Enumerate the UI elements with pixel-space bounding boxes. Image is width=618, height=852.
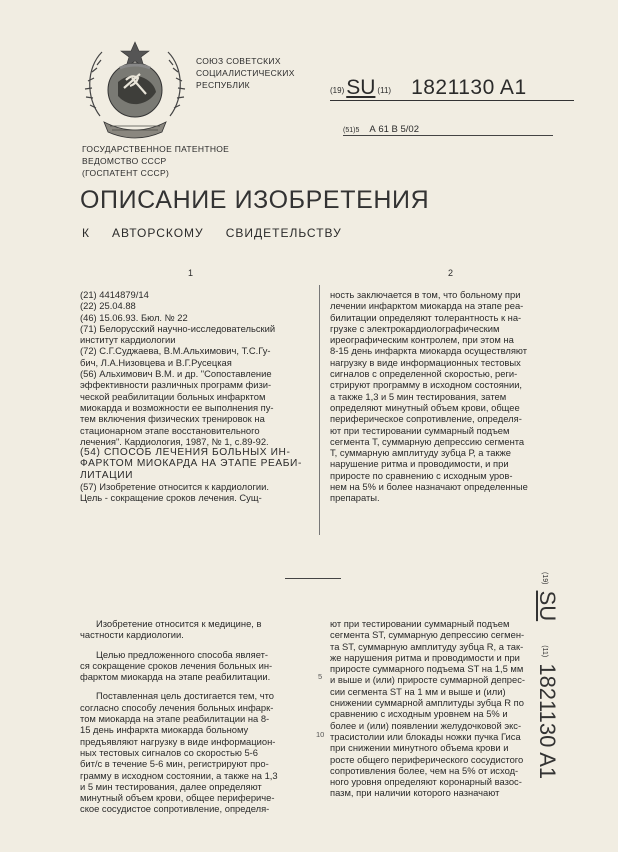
abstract-line: препараты. <box>330 492 380 504</box>
abstract-line: Т, суммарную амплитуду зубца Р, а также <box>330 447 512 459</box>
abstract-line: Цель - сокращение сроков лечения. Сущ- <box>80 492 262 504</box>
bibliographic-data <box>80 289 312 504</box>
abstract-line: сигналов с определенной скоростью, реги- <box>330 368 518 380</box>
invention-title-line: ЛИТАЦИИ <box>80 469 134 481</box>
abstract-line: ют при тестировании суммарный подъем <box>330 424 510 436</box>
body-line: 15 день инфаркта миокарда больному <box>80 724 249 736</box>
description-left-column <box>80 618 312 815</box>
body-line: бит/с в течение 5-6 мин, регистрируют про- <box>80 758 269 770</box>
abstract-line: стрируют программу в исходном состоянии, <box>330 379 523 391</box>
biblio-line: (71) Белорусский научно-исследовательский <box>80 322 276 334</box>
body-line: ся сокращение сроков лечения больных ин- <box>80 659 273 671</box>
patent-number-value: 1821130 A1 <box>411 76 527 99</box>
body-line: же нарушения ритма и проводимости и при <box>330 651 520 663</box>
country-name <box>196 55 295 91</box>
section-separator <box>285 578 341 579</box>
patent-office <box>82 143 229 179</box>
body-line: том миокарда на этапе реабилитации на 8- <box>80 713 270 725</box>
org-line: СОЮЗ СОВЕТСКИХ <box>196 56 281 66</box>
side-patent-stamp <box>526 572 560 852</box>
abstract-line: (57) Изобретение относится к кардиологии. <box>80 481 269 493</box>
subtitle-word: АВТОРСКОМУ <box>112 226 204 240</box>
office-line: (ГОСПАТЕНТ СССР) <box>82 168 170 178</box>
biblio-line: бич, Л.А.Низовцева и В.Г.Русецкая <box>80 356 232 368</box>
patent-number <box>330 76 574 101</box>
invention-title-line: ФАРКТОМ МИОКАРДА НА ЭТАПЕ РЕАБИ- <box>80 458 302 470</box>
ipc-classification <box>343 124 553 136</box>
body-line: снижении суммарной амплитуды зубца R по <box>330 697 524 709</box>
biblio-line: эффективности различных программ физи- <box>80 379 272 391</box>
biblio-line: лечения". Кардиология, 1987, № 1, с.89-92. <box>80 435 269 447</box>
body-line: сравнению с исходным уровнем на 5% и <box>330 708 508 720</box>
column-number-2: 2 <box>448 268 454 278</box>
biblio-line: институт кардиологии <box>80 334 176 346</box>
abstract-line: нарушение ритма и проводимости, и при <box>330 458 509 470</box>
line-number-5: 5 <box>318 672 323 681</box>
body-line: и 5 мин тестирования, далее определяют <box>80 780 262 792</box>
biblio-line: (46) 15.06.93. Бюл. № 22 <box>80 311 188 323</box>
code-11: (11) <box>541 645 548 658</box>
body-line: при снижении минутного объема крови и <box>330 742 509 754</box>
ipc-code: (51)5 <box>343 127 360 134</box>
org-line: СОЦИАЛИСТИЧЕСКИХ <box>196 68 295 78</box>
biblio-line: (21) 4414879/14 <box>80 289 149 300</box>
office-line: ВЕДОМСТВО СССР <box>82 156 167 166</box>
line-number-10: 10 <box>316 730 325 739</box>
body-line: трасистолии или блокады ножки пучка Гиса <box>330 730 521 742</box>
abstract-line: а также 1,3 и 5 мин тестирования, затем <box>330 390 507 402</box>
body-line: ного уровня определяют коронарный вазос- <box>330 776 522 788</box>
paragraph-gap <box>80 682 312 690</box>
biblio-line: (56) Альхимович В.М. и др. "Сопоставление <box>80 368 272 380</box>
body-line: и выше и (или) приросте суммарной депрес- <box>330 674 526 686</box>
ussr-emblem-icon <box>80 38 190 146</box>
abstract-line: иреографическим контролем, при этом на <box>330 334 514 346</box>
body-line: Целью предложенного способа являет- <box>96 648 269 660</box>
body-line: пазм, при наличии которого назначают <box>330 787 500 799</box>
abstract-line: сегмента Т, суммарную депрессию сегмента <box>330 435 525 447</box>
body-line: Поставленная цель достигается тем, что <box>96 690 274 702</box>
code-19: (19) <box>541 572 548 585</box>
column-number-1: 1 <box>188 268 194 278</box>
body-line: та ST, суммарную амплитуду зубца R, а так- <box>330 640 524 652</box>
subtitle-word: К <box>82 226 90 240</box>
body-line: фарктом миокарда на этапе реабилитации. <box>80 671 271 683</box>
org-line: РЕСПУБЛИК <box>196 80 250 90</box>
abstract-line: нем на 5% и более назначают определенные <box>330 481 528 493</box>
body-line: Изобретение относится к медицине, в <box>96 618 262 629</box>
abstract-line: лечении инфарктом миокарда на этапе реа- <box>330 300 524 312</box>
abstract-line: билитации определяют толерантность к на- <box>330 311 522 323</box>
abstract-line: определяют минутный объем крови, общее <box>330 401 520 413</box>
body-line: минутный объем крови, общее перифериче- <box>80 792 275 804</box>
body-line: частности кардиологии. <box>80 629 184 641</box>
body-line: приросте суммарного подъема ST на 1,5 мм <box>330 663 524 675</box>
subtitle-word: СВИДЕТЕЛЬСТВУ <box>225 226 342 240</box>
abstract-line: нагрузку в виде информационных тестовых <box>330 356 521 368</box>
abstract-line: грузке с электрокардиологрaфическим <box>330 322 500 334</box>
country-code: SU <box>346 76 376 99</box>
biblio-line: стационарном этапе восстановительного <box>80 424 260 436</box>
abstract-line: ность заключается в том, что больному при <box>330 289 521 300</box>
patent-number-value: 1821130 A1 <box>535 663 560 780</box>
ipc-value: А 61 В 5/02 <box>369 124 419 135</box>
column-divider <box>319 285 320 535</box>
office-line: ГОСУДАРСТВЕННОЕ ПАТЕНТНОЕ <box>82 144 230 154</box>
paragraph-gap <box>80 641 312 649</box>
body-line: сии сегмента ST на 1 мм и выше и (или) <box>330 685 506 697</box>
body-line: сопротивления более, чем на 5% от исход- <box>330 764 519 776</box>
code-11: (11) <box>377 86 392 95</box>
body-line: более и (или) появлении желудочковой экс- <box>330 719 522 731</box>
code-19: (19) <box>330 86 345 95</box>
biblio-line: (22) 25.04.88 <box>80 300 136 312</box>
abstract-line: 8-15 день инфаркта миокарда осуществляют <box>330 345 528 357</box>
body-line: ское сосудистое сопротивление, определя- <box>80 803 270 815</box>
body-line: грамму в исходном состоянии, а также на 1,3 <box>80 769 278 781</box>
biblio-line: (72) С.Г.Суджаева, В.М.Альхимович, Т.С.Гу- <box>80 345 271 357</box>
body-line: предъявляют нагрузку в виде информацион- <box>80 735 276 747</box>
document-subtitle <box>82 226 364 240</box>
body-line: ют при тестировании суммарный подъем <box>330 618 510 629</box>
body-line: росте общего периферического сосудистого <box>330 753 524 765</box>
abstract-continuation <box>330 289 572 504</box>
invention-title-line: (54) СПОСОБ ЛЕЧЕНИЯ БОЛЬНЫХ ИН- <box>80 447 291 459</box>
country-code: SU <box>535 590 560 622</box>
abstract-line: периферическое сопротивление, определя- <box>330 413 522 425</box>
body-line: сегмента ST, суммарную депрессию сегмен- <box>330 629 525 641</box>
body-line: согласно способу лечения больных инфарк- <box>80 701 274 713</box>
biblio-line: ческой реабилитации больных инфарктом <box>80 390 266 402</box>
body-line: ных тестовых сигналов со скоростью 5-6 <box>80 746 259 758</box>
abstract-line: приросте по сравнению с исходным уров- <box>330 469 513 481</box>
biblio-line: миокарда и возможности ее выполнения пу- <box>80 401 274 413</box>
document-title: ОПИСАНИЕ ИЗОБРЕТЕНИЯ <box>80 186 430 214</box>
biblio-line: тем включения физических тренировок на <box>80 413 265 425</box>
